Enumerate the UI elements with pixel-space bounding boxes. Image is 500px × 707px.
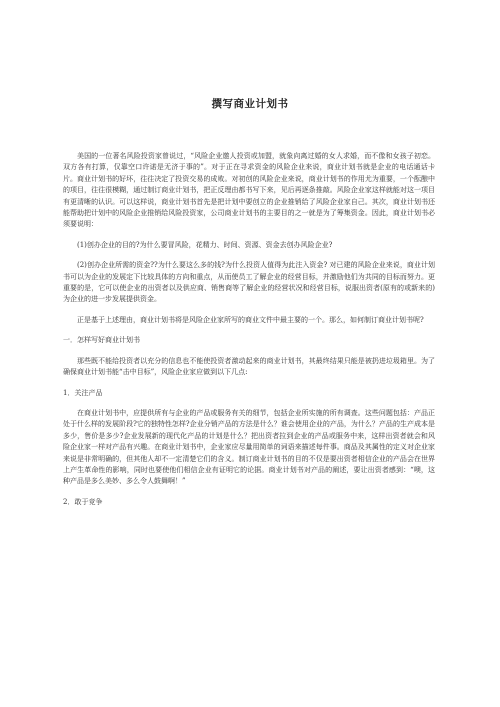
section-heading-1: 一．怎样写好商业计划书 [63, 336, 140, 345]
question-2: (2)创办企业所需的资金??为什么要这么多的钱?为什么投资人值得为此注入资金? 对已建的风险企业来说，商业计划书可以为企业的发展定下比较具体的方向和重点，从而使员工了解企业的经营目标，并激励他们为共同的目标而努力。更重要的是，它可以使企业的出资者以及供应商、销售商等了解企业的经营状况和经营目标，说服出资者(原有的或新来的)为企业的进一步发展提供资金。 [63, 261, 435, 304]
question-1: (1)创办企业的目的?为什么要冒风险，花精力、时间、资源、资金去创办风险企业? [77, 240, 333, 249]
document-body [63, 151, 435, 517]
product-paragraph: 在商业计划书中，应提供所有与企业的产品或服务有关的细节，包括企业所实施的所有调查。这些问题包括：产品正处于什么样的发展阶段?它的独特性怎样?企业分销产品的方法是什么？谁会使用企业的产品，为什么？产品的生产成本是多少，售价是多少?企业发展新的现代化产品的计划是什么？把出资者拉到企业的产品或服务中来，这样出资者就会和风险企业家一样对产品有兴趣。在商业计划书中，企业家应尽量用简单的词语来描述每件事。商品及其属性的定义对企业家来说是非常明确的，但其他人却不一定清楚它们的含义。制订商业计划书的目的不仅是要出资者相信企业的产品会在世界上产生革命性的影响，同时也要使他们相信企业有证明它的论据。商业计划书对产品的阐述，要让出资者感到：“噢，这种产品是多么美妙、多么令人鼓舞啊！” [63, 408, 435, 486]
intro-paragraph: 美国的一位著名风险投资家曾说过，“风险企业邀人投资或加盟，就象向离过婚的女人求婚，而不像和女孩子初恋。双方各有打算，仅靠空口许诺是无济于事的”。对于正在寻求资金的风险企业来说，商业计划书就是企业的电话通话卡片。商业计划书的好坏，往往决定了投资交易的成败。对初创的风险企业来说，商业计划书的作用尤为重要，一个酝酿中的项目，往往很模糊，通过制订商业计划书，把正反理由都书写下来，见后再逐条推敲。风险企业家这样就能对这一项目有更清晰的认识。可以这样说，商业计划书首先是把计划中要创立的企业推销给了风险企业家自己。其次，商业计划书还能帮助把计划中的风险企业推销给风险投资家，公司商业计划书的主要目的之一就是为了筹集资金。因此，商业计划书必须要说明： [63, 152, 435, 229]
subheading-compete: 2．敢于竞争 [63, 497, 103, 506]
section-1-paragraph: 那些既不能给投资者以充分的信息也不能使投资者激动起来的商业计划书，其最终结果只能是被扔进垃圾箱里。为了确保商业计划书能“击中目标”，风险企业家应做到以下几点: [63, 356, 435, 377]
transition-paragraph: 正是基于上述理由，商业计划书将是风险企业家所写的商业文件中最主要的一个。那么，如何制订商业计划书呢? [77, 315, 424, 324]
subheading-focus-product: 1．关注产品 [63, 388, 103, 397]
page-title: 撰写商业计划书 [211, 98, 289, 110]
